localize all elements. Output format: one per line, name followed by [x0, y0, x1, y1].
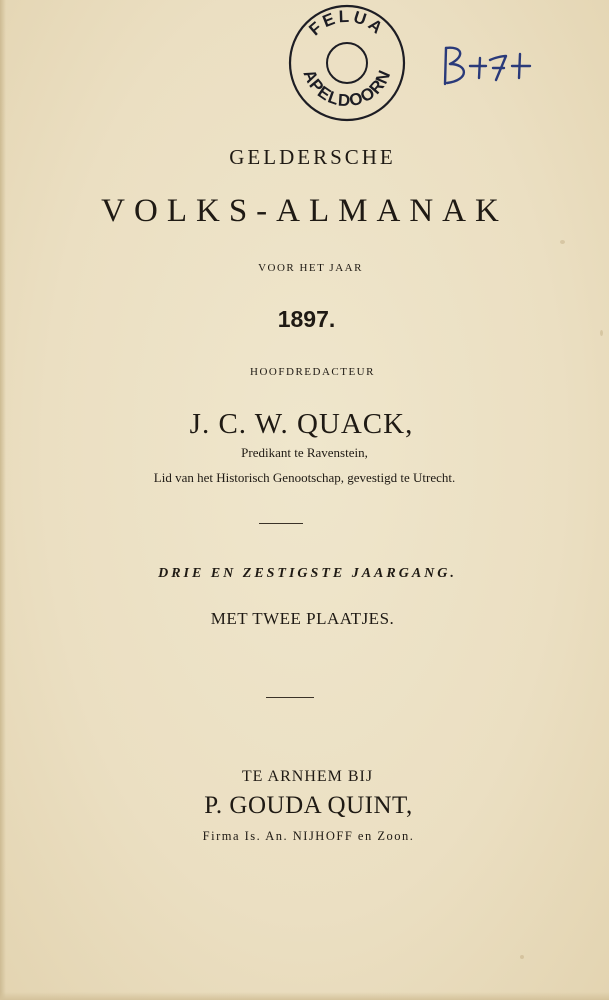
- plates-note: MET TWEE PLAATJES.: [210, 609, 395, 628]
- editor-position: Predikant te Ravenstein,: [241, 445, 368, 460]
- divider: [259, 523, 303, 524]
- handwritten-shelfmark: [440, 44, 534, 88]
- divider: [266, 697, 314, 698]
- title-line-1: GELDERSCHE: [229, 145, 396, 169]
- imprint-place: TE ARNHEM BIJ: [241, 768, 374, 785]
- library-stamp: [284, 3, 410, 123]
- page-bottom-shadow: [0, 992, 609, 1000]
- paper-foxing-spot: [520, 955, 524, 959]
- paper-foxing-spot: [560, 240, 565, 244]
- stamp-text-top: FELUA: [305, 6, 389, 40]
- svg-text:APELDOORN: [299, 67, 394, 110]
- jaargang: DRIE EN ZESTIGSTE JAARGANG.: [158, 566, 457, 581]
- svg-text:FELUA: [305, 7, 388, 40]
- imprint-firm: Firma Is. An. NIJHOFF en Zoon.: [202, 829, 415, 843]
- year: 1897.: [277, 306, 336, 332]
- page-edge-shadow: [0, 0, 6, 1000]
- editor-name: J. C. W. QUACK,: [189, 408, 414, 440]
- title-line-2: VOLKS-ALMANAK: [101, 193, 508, 229]
- stamp-text-bottom: APELDOORN: [299, 66, 395, 111]
- voor-het-jaar: VOOR HET JAAR: [258, 262, 363, 274]
- editor-membership: Lid van het Historisch Genootschap, gevestigd te Utrecht.: [153, 470, 456, 485]
- imprint-publisher: P. GOUDA QUINT,: [204, 792, 413, 819]
- editor-role: HOOFDREDACTEUR: [250, 366, 375, 378]
